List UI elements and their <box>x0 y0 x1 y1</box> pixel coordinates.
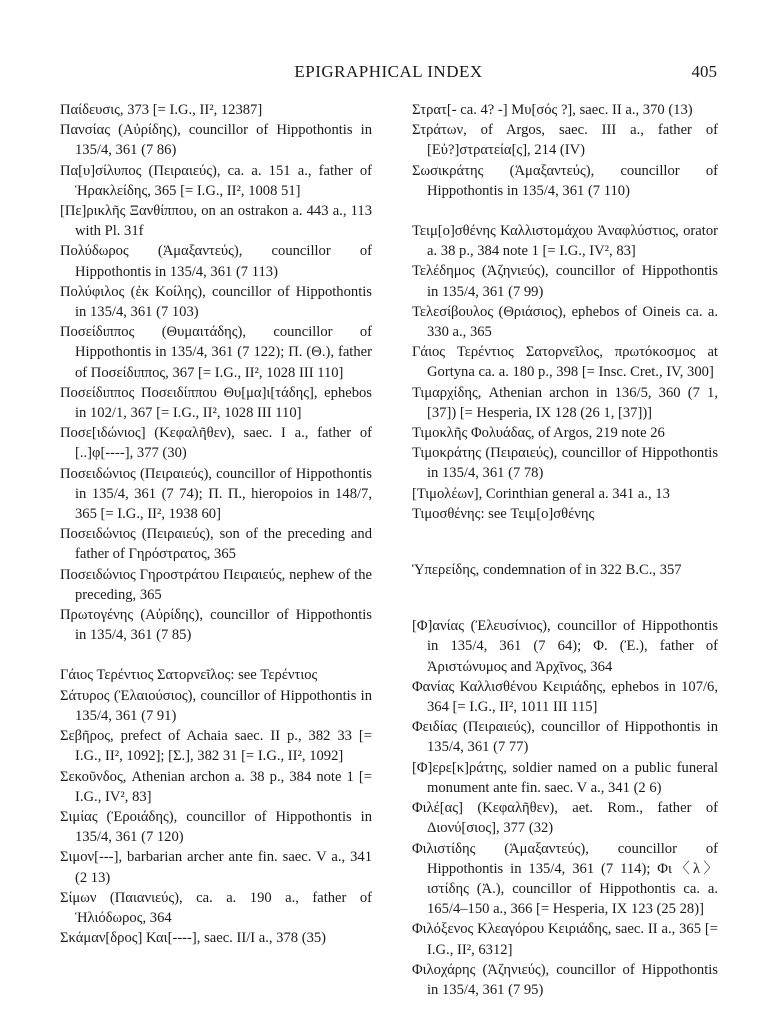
index-entry: Ποσειδώνιος (Πειραιεύς), son of the preceding and father of Γηρόστρατος, 365 <box>60 526 372 563</box>
index-entry: Στράτων, of Argos, saec. III a., father of [Εὐ?]στρατεία[ς], 214 (IV) <box>412 122 718 159</box>
index-entry: Ποσείδιππος (Θυμαιτάδης), councillor of Hippothontis in 135/4, 361 (7 122); Π. (Θ.), father of Ποσείδιππος, 367 [= I.G., II², 1028 III 110] <box>60 324 372 381</box>
index-entry: Πολύδωρος (Ἁμαξαντεύς), councillor of Hippothontis in 135/4, 361 (7 113) <box>60 243 372 280</box>
left-index-column <box>60 100 372 948</box>
index-entry: Σιμον[---], barbarian archer ante fin. saec. V a., 341 (2 13) <box>60 849 372 886</box>
index-entry: Φειδίας (Πειραιεύς), councillor of Hippothontis in 135/4, 361 (7 77) <box>412 719 718 756</box>
index-entry: Τιμοκλῆς Φολυάδας, of Argos, 219 note 26 <box>412 425 665 442</box>
index-entry: Σεβῆρος, prefect of Achaia saec. II p., 382 33 [= I.G., II², 1092]; [Σ.], 382 31 [= I.G., II², 1092] <box>60 728 372 765</box>
index-entry: [Φ]ερε[κ]ράτης, soldier named on a public funeral monument ante fin. saec. V a., 341 (2 6) <box>412 759 718 796</box>
page-number: 405 <box>691 62 717 81</box>
section-gap <box>412 201 718 221</box>
index-entry: Γάιος Τερέντιος Σατορνεῖλος: see Τερέντιος <box>60 667 318 684</box>
index-entry: Τειμ[ο]σθένης Καλλιστομάχου Ἀναφλύστιος, orator a. 38 p., 384 note 1 [= I.G., IV², 83] <box>412 223 718 260</box>
index-entry: Τελεσίβουλος (Θριάσιος), ephebos of Oineis ca. a. 330 a., 365 <box>412 303 718 341</box>
index-entry: [Πε]ρικλῆς Ξανθίππου, on an ostrakon a. 443 a., 113 with Pl. 31f <box>60 203 372 240</box>
index-entry: Στρατ[- ca. 4? -] Μυ[σός ?], saec. II a., 370 (13) <box>412 102 693 118</box>
index-entry: Φιλόξενος Κλεαγόρου Κειριάδης, saec. II a., 365 [= I.G., II², 6312] <box>412 921 718 958</box>
index-entry: Σκάμαν[δρος] Και[----], saec. II/I a., 378 (35) <box>60 930 327 947</box>
index-entry: Πολύφιλος (ἐκ Κοίλης), councillor of Hippothontis in 135/4, 361 (7 103) <box>60 283 372 321</box>
index-entry: [Φ]ανίας (Ἐλευσίνιος), councillor of Hippothontis in 135/4, 361 (7 64); Φ. (Ἐ.), father of Ἀριστώνυμος and Ἀρχῖνος, 364 <box>412 618 718 675</box>
index-entry: Σιμίας (Ἐροιάδης), councillor of Hippothontis in 135/4, 361 (7 120) <box>60 808 372 846</box>
section-gap <box>412 524 718 560</box>
index-entry: Ποσε[ιδώνιος] (Κεφαλῆθεν), saec. I a., father of [..]φ[----], 377 (30) <box>60 425 372 462</box>
section-gap <box>60 645 372 665</box>
index-entry: Ὑπερείδης, condemnation of in 322 B.C., 357 <box>412 562 682 579</box>
index-entry: Φανίας Καλλισθένου Κειριάδης, ephebos in 107/6, 364 [= I.G., II², 1011 III 115] <box>412 678 718 716</box>
section-gap <box>412 580 718 616</box>
running-title: EPIGRAPHICAL INDEX <box>294 62 483 81</box>
index-entry: Σίμων (Παιανιεύς), ca. a. 190 a., father of Ἡλιόδωρος, 364 <box>60 889 372 926</box>
index-entry: Σάτυρος (Ἐλαιούσιος), councillor of Hippothontis in 135/4, 361 (7 91) <box>60 687 372 724</box>
index-entry: Φιλοχάρης (Ἀζηνιεύς), councillor of Hippothontis in 135/4, 361 (7 95) <box>412 961 718 998</box>
index-entry: Φιλέ[ας] (Κεφαλῆθεν), aet. Rom., father of Διονύ[σιος], 377 (32) <box>412 800 718 837</box>
index-entry: Ποσείδιππος Ποσειδίππου Θυ[μα]ι[τάδης], ephebos in 102/1, 367 [= I.G., II², 1028 III 110] <box>60 384 372 422</box>
index-entry: Σωσικράτης (Ἁμαξαντεύς), councillor of Hippothontis in 135/4, 361 (7 110) <box>412 162 718 199</box>
index-entry: Φιλιστίδης (Ἁμαξαντεύς), councillor of Hippothontis in 135/4, 361 (7 114); Φι〈λ〉ιστίδης (Ἀ.), councillor of Hippothontis ca. a. 165/4–150 a., 366 [= Hesperia, IX 123 (25 28)] <box>412 840 718 918</box>
index-entry: Τιμαρχίδης, Athenian archon in 136/5, 360 (7 1, [37]) [= Hesperia, IX 128 (26 1, [37])] <box>412 384 718 421</box>
index-entry: Σεκοῦνδος, Athenian archon a. 38 p., 384 note 1 [= I.G., IV², 83] <box>60 768 372 805</box>
index-entry: Τιμοκράτης (Πειραιεύς), councillor of Hippothontis in 135/4, 361 (7 78) <box>412 445 718 482</box>
page-header <box>60 62 717 86</box>
index-entry: Γάιος Τερέντιος Σατορνεῖλος, πρωτόκοσμος at Gortyna ca. a. 180 p., 398 [= Insc. Cret., IV, 300] <box>412 344 718 381</box>
index-entry: Τιμοσθένης: see Τειμ[ο]σθένης <box>412 505 595 522</box>
index-entry: Ποσειδώνιος Γηροστράτου Πειραιεύς, nephew of the preceding, 365 <box>60 566 372 603</box>
index-entry: Τελέδημος (Ἀζηνιεύς), councillor of Hippothontis in 135/4, 361 (7 99) <box>412 263 718 300</box>
index-entry: Παίδευσις, 373 [= I.G., II², 12387] <box>60 102 263 118</box>
index-entry: Πρωτογένης (Αὐρίδης), councillor of Hippothontis in 135/4, 361 (7 85) <box>60 607 372 644</box>
index-entry: [Τιμολέων], Corinthian general a. 341 a., 13 <box>412 485 670 502</box>
index-entry: Ποσειδώνιος (Πειραιεύς), councillor of Hippothontis in 135/4, 361 (7 74); Π. Π., hieropoios in 148/7, 365 [= I.G., II², 1938 60] <box>60 465 372 523</box>
index-entry: Πανσίας (Αὐρίδης), councillor of Hippothontis in 135/4, 361 (7 86) <box>60 122 372 159</box>
right-index-column <box>412 100 718 1000</box>
index-entry: Πα[υ]σίλυπος (Πειραιεύς), ca. a. 151 a., father of Ἡρακλείδης, 365 [= I.G., II², 1008 51] <box>60 162 372 199</box>
